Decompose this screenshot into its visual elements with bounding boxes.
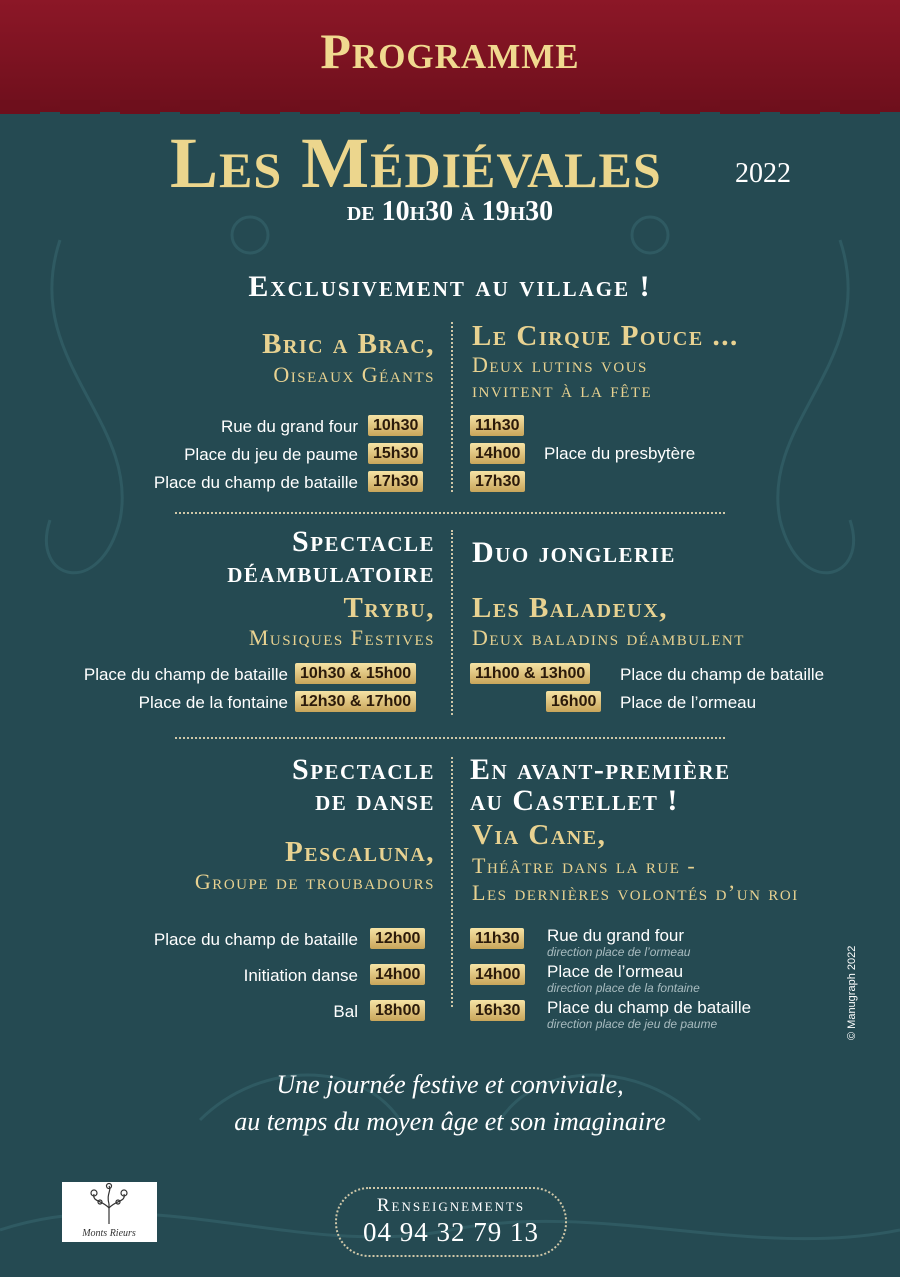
trybu-title: Trybu, [343, 592, 435, 624]
s1-right-time-1: 11h30 [470, 415, 524, 436]
horizontal-divider-2 [175, 737, 725, 739]
s1-left-time-1: 10h30 [368, 415, 423, 436]
event-year: 2022 [735, 158, 791, 189]
baladeux-title: Les Baladeux, [472, 592, 669, 624]
closing-quote-line-1: Une journée festive et conviviale, [276, 1070, 624, 1099]
s3-right-place-3: Place du champ de bataille [547, 998, 752, 1017]
bric-a-brac-title: Bric a Brac, [262, 328, 435, 360]
baladeux-subtitle: Deux baladins déambulent [472, 625, 745, 650]
cirque-pouce-subtitle-1: Deux lutins vous [472, 352, 648, 377]
via-cane-subtitle-2: Les dernières volontés d’un roi [472, 880, 799, 905]
s3-right-place-1: Rue du grand four [547, 926, 685, 945]
s2-right-time-2: 16h00 [546, 691, 601, 712]
s2-left-place-2: Place de la fontaine [138, 693, 288, 712]
s2-right-place-1: Place du champ de bataille [620, 665, 825, 684]
s3-left-time-2: 14h00 [370, 964, 425, 985]
s2-left-time-2: 12h30 & 17h00 [295, 691, 416, 712]
s3-left-time-3: 18h00 [370, 1000, 425, 1021]
vertical-divider-2 [451, 530, 453, 715]
vertical-divider-3 [451, 757, 453, 1007]
s3-left-heading-2: de danse [315, 784, 435, 817]
s3-right-heading-1: En avant-première [470, 753, 731, 786]
monts-rieurs-logo [62, 1182, 157, 1242]
s3-left-place-1: Place du champ de bataille [153, 930, 358, 949]
contact-label: Renseignements [376, 1195, 526, 1216]
s2-right-time-1: 11h00 & 13h00 [470, 663, 590, 684]
event-title: Les Médiévales [170, 123, 662, 203]
banner-crenellation [0, 100, 900, 122]
trybu-subtitle: Musiques Festives [248, 625, 435, 650]
s3-left-place-2: Initiation danse [243, 966, 358, 985]
via-cane-subtitle-1: Théâtre dans la rue - [472, 853, 697, 878]
horizontal-divider-1 [175, 512, 725, 514]
svg-text:Monts Rieurs: Monts Rieurs [82, 1228, 136, 1239]
s3-left-time-1: 12h00 [370, 928, 425, 949]
s1-left-time-2: 15h30 [368, 443, 423, 464]
s1-right-time-2: 14h00 [470, 443, 525, 464]
s3-right-time-2: 14h00 [470, 964, 525, 985]
s2-right-place-2: Place de l’ormeau [620, 693, 757, 712]
s3-left-place-3: Bal [333, 1002, 358, 1021]
s2-left-place-1: Place du champ de bataille [83, 665, 288, 684]
s2-left-heading-2: déambulatoire [227, 556, 435, 589]
pescaluna-subtitle: Groupe de troubadours [194, 869, 435, 894]
contact-box [335, 1187, 567, 1257]
s3-right-place-2: Place de l’ormeau [547, 962, 684, 981]
s3-right-direction-1: direction place de l’ormeau [547, 945, 691, 959]
closing-quote [0, 1066, 900, 1140]
s3-right-direction-3: direction place de jeu de paume [547, 1017, 718, 1031]
s1-left-place-2: Place du jeu de paume [184, 445, 358, 464]
s3-right-time-3: 16h30 [470, 1000, 525, 1021]
cirque-pouce-subtitle-2: invitent à la fête [472, 377, 653, 402]
s2-left-heading-1: Spectacle [292, 525, 435, 558]
contact-phone[interactable]: 04 94 32 79 13 [363, 1217, 539, 1247]
s1-left-time-3: 17h30 [368, 471, 423, 492]
s3-right-heading-2: au Castellet ! [470, 784, 679, 817]
s3-left-heading-1: Spectacle [292, 753, 435, 786]
pescaluna-title: Pescaluna, [285, 836, 435, 868]
event-hours: de 10h30 à 19h30 [346, 196, 554, 227]
cirque-pouce-title: Le Cirque Pouce ... [472, 320, 739, 352]
closing-quote-line-2: au temps du moyen âge et son imaginaire [234, 1107, 666, 1136]
exclusive-heading: Exclusivement au village ! [248, 270, 652, 303]
vertical-divider-1 [451, 322, 453, 492]
via-cane-title: Via Cane, [472, 819, 607, 851]
bric-a-brac-subtitle: Oiseaux Géants [273, 362, 435, 387]
s3-right-direction-2: direction place de la fontaine [547, 981, 700, 995]
s1-right-time-3: 17h30 [470, 471, 525, 492]
s1-right-place-2: Place du presbytère [544, 444, 696, 463]
tree-logo-icon [62, 1182, 157, 1242]
s1-left-place-1: Rue du grand four [220, 417, 358, 436]
s1-left-place-3: Place du champ de bataille [153, 473, 358, 492]
s3-right-time-1: 11h30 [470, 928, 524, 949]
s2-right-heading-1: Duo jonglerie [472, 536, 676, 569]
programme-title: Programme [320, 23, 580, 79]
copyright: © Manugraph 2022 [846, 945, 858, 1040]
s2-left-time-1: 10h30 & 15h00 [295, 663, 416, 684]
